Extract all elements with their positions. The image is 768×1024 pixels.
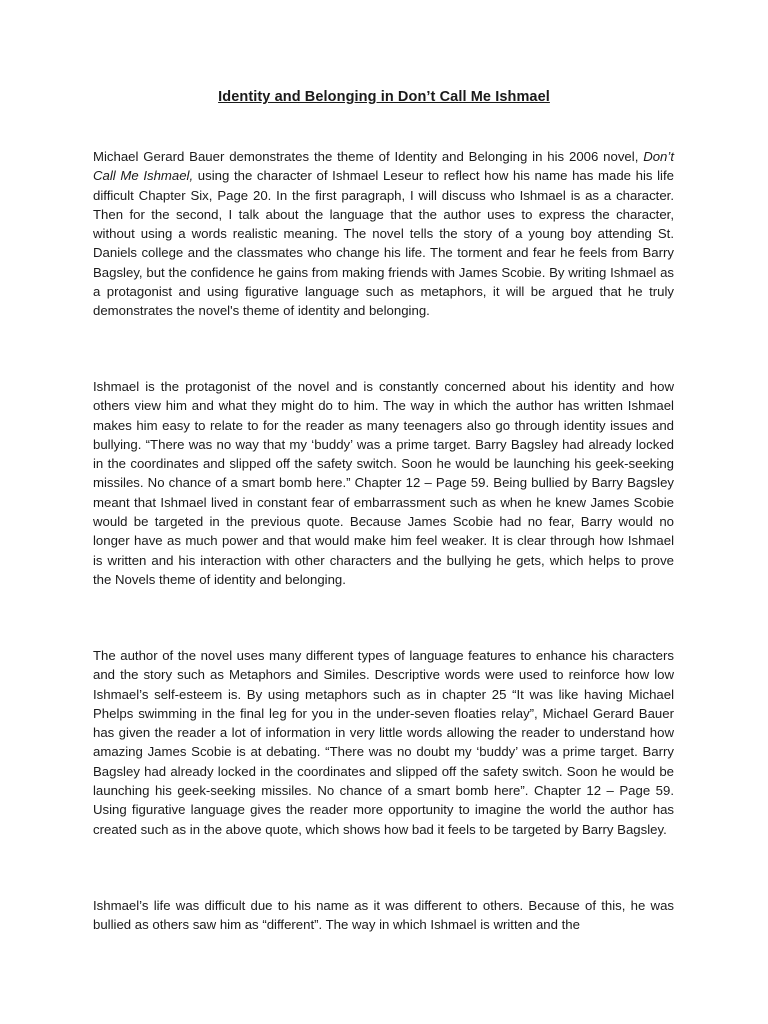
document-title: Identity and Belonging in Don’t Call Me Ishmael [218, 89, 550, 105]
paragraph-life-difficult: Ishmael’s life was difficult due to his name as it was different to others. Because of this, he was bullied as others saw him as “different”. The way in which Ishmael is written and the [93, 898, 674, 933]
novel-title-italic: Don’t Call Me Ishmael, [93, 149, 674, 184]
paragraph-1-text-start: Michael Gerard Bauer demonstrates the theme of Identity and Belonging in his 2006 novel, [93, 149, 644, 164]
paragraph-1-text-end: using the character of Ishmael Leseur to reflect how his name has made his life difficult Chapter Six, Page 20. In the first paragraph, I will discuss who Ishmael is as a character. Then for the second, I talk about the language that the author uses to express the character, without using a words realistic meaning. The novel tells the story of a young boy attending St. Daniels college and the classmates who change his life. The torment and fear he feels from Barry Bagsley, but the confidence he gains from making friends with James Scobie. By writing Ishmael as a protagonist and using figurative language such as metaphors, it will be argued that he truly demonstrates the novel's theme of identity and belonging. [93, 168, 674, 319]
paragraph-introduction [93, 147, 674, 321]
paragraph-language-features: The author of the novel uses many different types of language features to enhance his characters and the story such as Metaphors and Similes. Descriptive words were used to reinforce how low Ishmael’s self-esteem is. By using metaphors such as in chapter 25 “It was like having Michael Phelps swimming in the final leg for you in the under-seven floaties relay”, Michael Gerard Bauer has given the reader a lot of information in very little words allowing the reader to understand how amazing James Scobie is at debating. “There was no doubt my ‘buddy’ was a prime target. Barry Bagsley had already locked in the coordinates and slipped off the safety switch. Soon he would be launching his geek-seeking missiles. No chance of a smart bomb here”. Chapter 12 – Page 59. Using figurative language gives the reader more opportunity to imagine the world the author has created such as in the above quote, which shows how bad it feels to be targeted by Barry Bagsley. [93, 648, 674, 837]
paragraph-protagonist: Ishmael is the protagonist of the novel and is constantly concerned about his identity and how others view him and what they might do to him. The way in which the author has written Ishmael makes him easy to relate to for the reader as many teenagers also go through identity issues and bullying. “There was no way that my ‘buddy’ was a prime target. Barry Bagsley had already locked in the coordinates and slipped off the safety switch. Soon he would be launching his geek-seeking missiles. No chance of a smart bomb here.” Chapter 12 – Page 59. Being bullied by Barry Bagsley meant that Ishmael lived in constant fear of embarrassment such as when he knew James Scobie would be targeted in the previous quote. Because James Scobie had no fear, Barry would no longer have as much power and that would make him feel weaker. It is clear through how Ishmael is written and his interaction with other characters and the bullying he gets, which helps to prove the Novels theme of identity and belonging. [93, 379, 674, 587]
